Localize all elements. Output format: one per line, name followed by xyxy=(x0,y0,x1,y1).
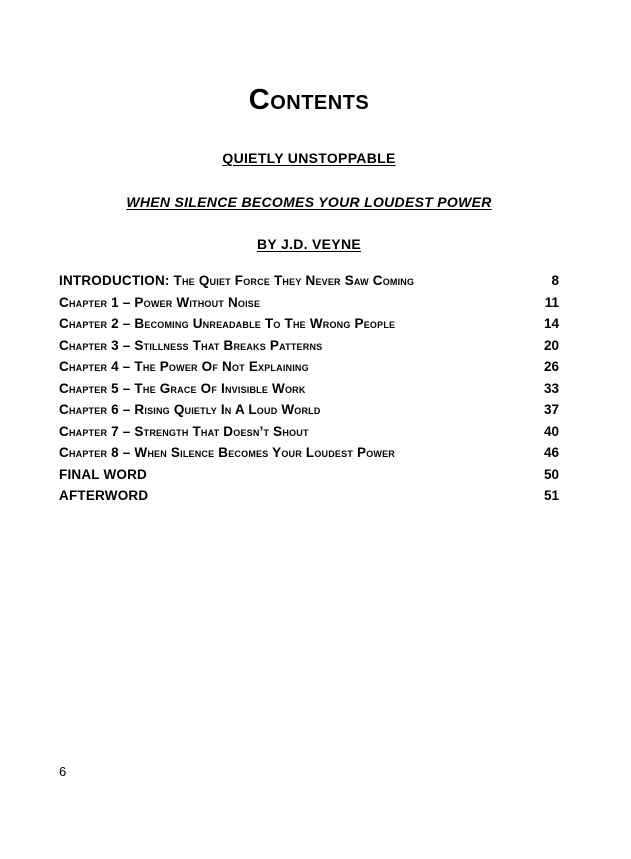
toc-entry xyxy=(59,464,559,486)
toc-entry-page: 40 xyxy=(543,423,559,439)
toc-entry-page: 20 xyxy=(543,337,559,353)
toc-entry-title: INTRODUCTION: The Quiet Force They Never Saw Coming xyxy=(59,273,415,288)
page-number: 6 xyxy=(59,764,67,779)
contents-heading: Contents xyxy=(248,84,370,116)
toc-entry xyxy=(59,356,559,378)
toc-entry-title: Chapter 6 – Rising Quietly In A Loud World xyxy=(59,402,321,417)
toc-entry-page: 11 xyxy=(544,294,559,310)
toc-entry-page: 50 xyxy=(543,466,559,482)
toc-entry-title: Chapter 8 – When Silence Becomes Your Loudest Power xyxy=(59,445,395,460)
toc-entry xyxy=(59,485,559,507)
toc-entry-title: Chapter 5 – The Grace Of Invisible Work xyxy=(59,380,306,396)
toc-entry-title: Chapter 4 – The Power Of Not Explaining xyxy=(59,359,309,374)
toc-entry xyxy=(59,421,559,443)
toc-entry-page: 46 xyxy=(543,445,559,460)
toc-entry xyxy=(59,399,559,421)
toc-entry xyxy=(59,378,559,400)
toc-entry xyxy=(59,442,559,464)
toc-entry xyxy=(59,270,559,292)
toc-entry xyxy=(59,292,559,314)
toc-entry-title: FINAL WORD xyxy=(59,466,147,482)
book-author: BY J.D. VEYNE xyxy=(256,236,361,252)
book-subtitle: WHEN SILENCE BECOMES YOUR LOUDEST POWER xyxy=(126,194,492,210)
toc-entry-page: 14 xyxy=(543,316,559,331)
toc-entry-page: 37 xyxy=(543,402,559,417)
toc-entry-title: Chapter 3 – Stillness That Breaks Patterns xyxy=(59,337,323,353)
toc-entry-title: Chapter 1 – Power Without Noise xyxy=(59,294,261,310)
toc-entry-title: AFTERWORD xyxy=(59,488,149,503)
toc-entry-page: 26 xyxy=(543,359,559,374)
toc-entry-page: 8 xyxy=(551,273,559,288)
toc-entry-title: Chapter 7 – Strength That Doesn’t Shout xyxy=(59,423,309,439)
toc-entry xyxy=(59,335,559,357)
toc-entry-title: Chapter 2 – Becoming Unreadable To The Wrong People xyxy=(59,316,396,331)
toc-entry xyxy=(59,313,559,335)
table-of-contents xyxy=(59,270,559,507)
toc-entry-page: 33 xyxy=(543,380,559,396)
book-title: QUIETLY UNSTOPPABLE xyxy=(222,150,396,166)
toc-entry-page: 51 xyxy=(543,488,559,503)
